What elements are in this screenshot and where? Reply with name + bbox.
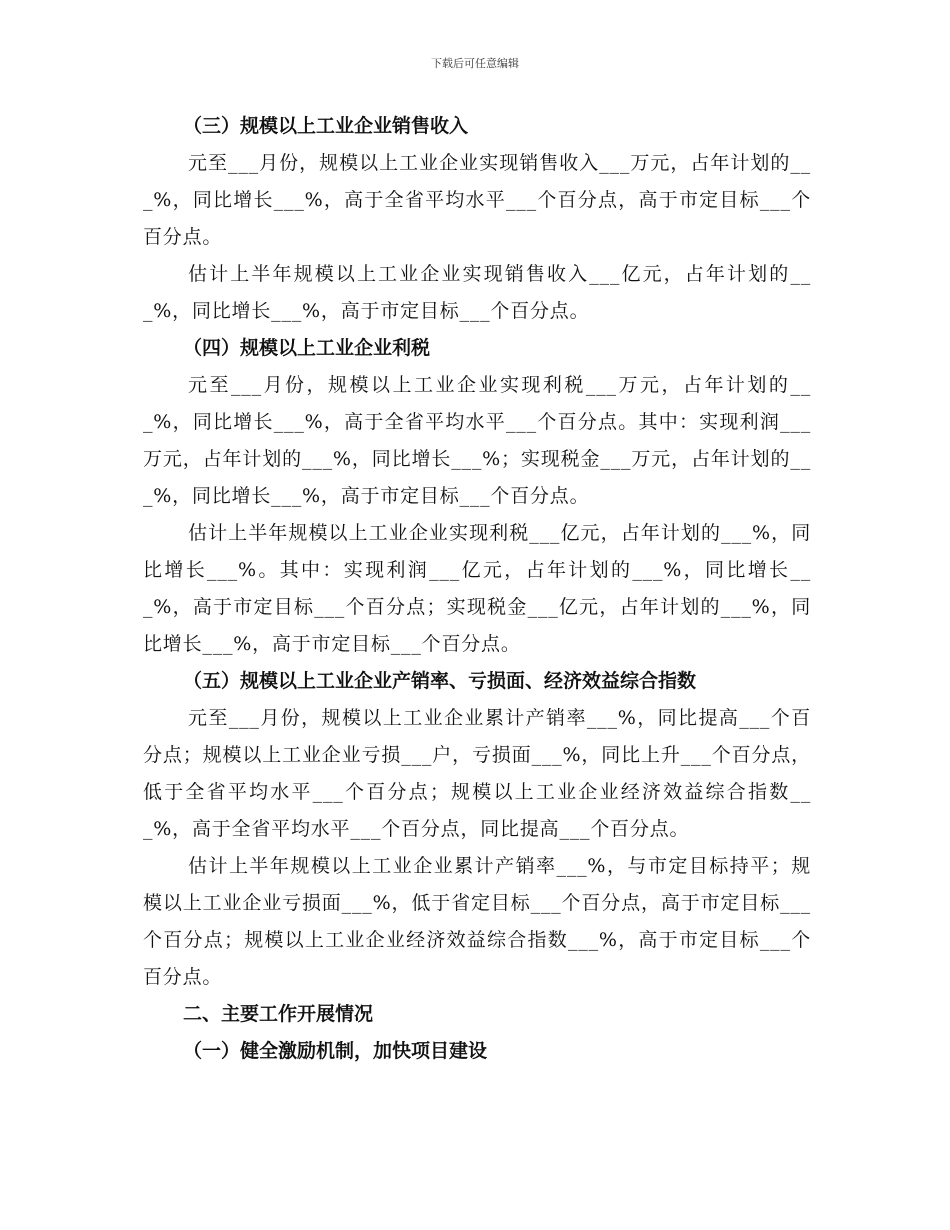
section-heading-profit-tax: （四）规模以上工业企业利税 [183,337,431,359]
section-heading-main-work: 二、主要工作开展情况 [183,1003,374,1025]
paragraph-efficiency-estimate: 估计上半年规模以上工业企业累计产销率___%，与市定目标持平；规模以上工业企业亏损面___%，低于省定目标___个百分点，高于市定目标___个百分点；规模以上工业企业经济效益综合指数___%，高于市定目标___个百分点。 [143,855,811,988]
paragraph-sales-ytd: 元至___月份，规模以上工业企业实现销售收入___万元，占年计划的___%，同比增长___%，高于全省平均水平___个百分点，高于市定目标___个百分点。 [143,152,811,248]
paragraph-efficiency-ytd: 元至___月份，规模以上工业企业累计产销率___%，同比提高___个百分点；规模以上工业企业亏损___户，亏损面___%，同比上升___个百分点，低于全省平均水平___个百分点；规模以上工业企业经济效益综合指数___%，高于全省平均水平___个百分点，同比提高___个百分点。 [143,707,811,840]
section-heading-efficiency: （五）规模以上工业企业产销率、亏损面、经济效益综合指数 [183,670,697,692]
paragraph-profit-tax-ytd: 元至___月份，规模以上工业企业实现利税___万元，占年计划的___%，同比增长___%，高于全省平均水平___个百分点。其中：实现利润___万元，占年计划的___%，同比增长___%；实现税金___万元，占年计划的___%，同比增长___%，高于市定目标___个百分点。 [143,374,811,507]
section-heading-sales: （三）规模以上工业企业销售收入 [183,115,469,137]
paragraph-profit-tax-estimate: 估计上半年规模以上工业企业实现利税___亿元，占年计划的___%，同比增长___%。其中：实现利润___亿元，占年计划的___%，同比增长___%，高于市定目标___个百分点；实现税金___亿元，占年计划的___%，同比增长___%，高于市定目标___个百分点。 [143,522,811,655]
document-body [143,108,811,1070]
page-header: 下载后可任意编辑 [431,57,519,70]
paragraph-sales-estimate: 估计上半年规模以上工业企业实现销售收入___亿元，占年计划的___%，同比增长___%，高于市定目标___个百分点。 [143,263,811,322]
section-heading-incentive: （一）健全激励机制，加快项目建设 [183,1040,488,1062]
